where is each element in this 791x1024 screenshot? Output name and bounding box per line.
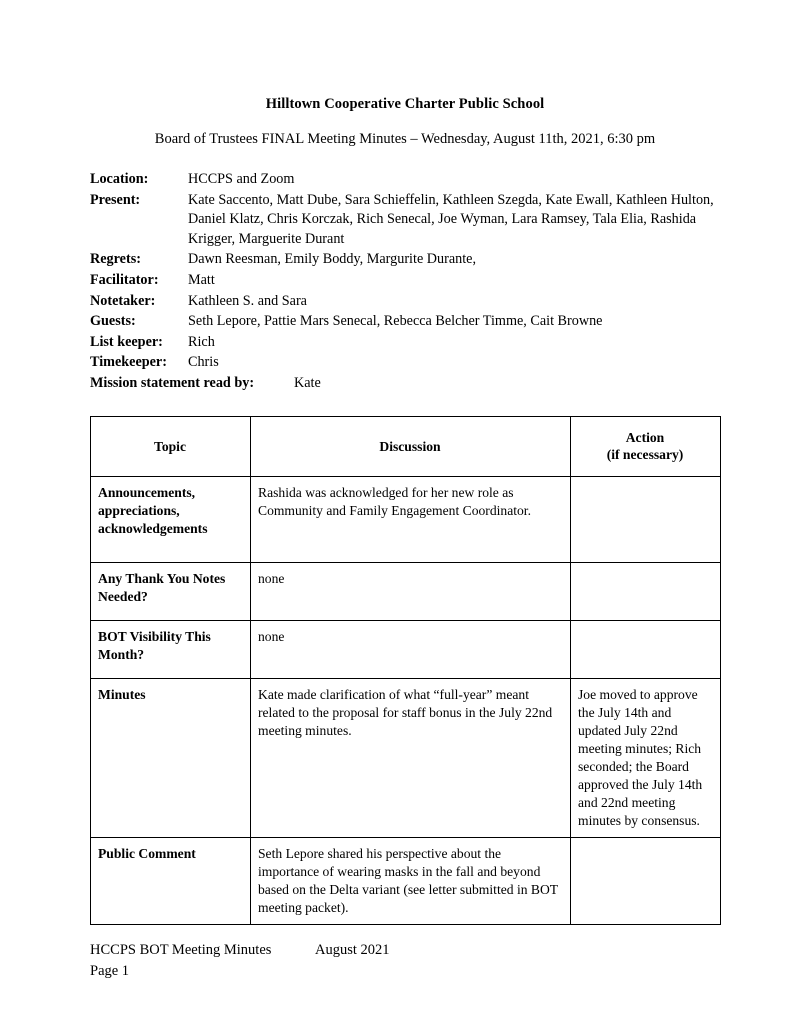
cell-discussion: Kate made clarification of what “full-year” meant related to the proposal for staff bonus in the July 22nd meeting minutes.	[251, 679, 571, 838]
cell-topic: Announcements, appreciations, acknowledgements	[91, 477, 251, 563]
meta-value-facilitator: Matt	[188, 271, 215, 288]
column-header-action-line2: (if necessary)	[606, 447, 684, 463]
meta-row-mission-statement	[90, 374, 720, 394]
meta-label-mission-statement: Mission statement read by:	[90, 374, 255, 391]
meta-value-location: HCCPS and Zoom	[188, 171, 295, 187]
meta-value-mission-statement: Kate	[294, 374, 321, 391]
meta-label-regrets: Regrets:	[90, 251, 141, 268]
page-title: Hilltown Cooperative Charter Public School	[265, 96, 545, 112]
meeting-metadata	[90, 170, 720, 394]
table-row	[91, 477, 721, 563]
cell-topic: Minutes	[91, 679, 251, 838]
meta-row-facilitator	[90, 271, 720, 291]
footer-page-number: Page 1	[90, 963, 130, 980]
page-footer	[90, 940, 730, 982]
meta-label-guests: Guests:	[90, 313, 136, 330]
table-row	[91, 621, 721, 679]
meta-row-guests	[90, 312, 720, 332]
meta-row-timekeeper	[90, 353, 720, 373]
meta-value-timekeeper: Chris	[188, 354, 219, 371]
meta-value-present: Kate Saccento, Matt Dube, Sara Schieffelin, Kathleen Szegda, Kate Ewall, Kathleen Hulton, Daniel Klatz, Chris Korczak, Rich Senecal, Joe Wyman, Lara Ramsey, Tala Elia, Rashida Krigger, Marguerite Durant	[188, 191, 714, 247]
cell-action	[571, 563, 721, 621]
cell-discussion: none	[251, 621, 571, 679]
meta-row-regrets	[90, 250, 720, 270]
cell-topic: Public Comment	[91, 837, 251, 924]
meta-label-facilitator: Facilitator:	[90, 271, 159, 288]
meta-value-regrets: Dawn Reesman, Emily Boddy, Margurite Durante,	[188, 251, 477, 268]
column-header-action-line1: Action	[625, 429, 665, 445]
meta-value-list-keeper: Rich	[188, 333, 215, 350]
document-subtitle: Board of Trustees FINAL Meeting Minutes – Wednesday, August 11th, 2021, 6:30 pm	[154, 131, 656, 147]
cell-action	[571, 621, 721, 679]
minutes-table	[90, 416, 721, 925]
cell-action	[571, 477, 721, 563]
cell-action	[571, 837, 721, 924]
footer-date: August 2021	[315, 942, 390, 958]
meta-label-list-keeper: List keeper:	[90, 333, 163, 350]
table-row	[91, 679, 721, 838]
meta-row-location	[90, 170, 720, 190]
footer-line	[90, 940, 730, 961]
column-header-topic: Topic	[91, 416, 251, 477]
footer-document-name: HCCPS BOT Meeting Minutes	[90, 942, 272, 958]
table-row	[91, 563, 721, 621]
cell-topic: Any Thank You Notes Needed?	[91, 563, 251, 621]
document-content	[90, 96, 720, 925]
column-header-action	[571, 416, 721, 477]
meta-label-location: Location:	[90, 171, 149, 187]
cell-discussion: Rashida was acknowledged for her new role as Community and Family Engagement Coordinator.	[251, 477, 571, 563]
table-row	[91, 837, 721, 924]
meta-row-list-keeper	[90, 333, 720, 353]
meta-label-present: Present:	[90, 191, 141, 208]
cell-action: Joe moved to approve the July 14th and updated July 22nd meeting minutes; Rich seconded; the Board approved the July 14th and 22nd meeting minutes by consensus.	[571, 679, 721, 838]
meta-value-notetaker: Kathleen S. and Sara	[188, 292, 307, 309]
table-header-row	[91, 416, 721, 477]
column-header-discussion: Discussion	[251, 416, 571, 477]
cell-discussion: Seth Lepore shared his perspective about the importance of wearing masks in the fall and beyond based on the Delta variant (see letter submitted in BOT meeting packet).	[251, 837, 571, 924]
cell-topic: BOT Visibility This Month?	[91, 621, 251, 679]
cell-discussion: none	[251, 563, 571, 621]
meta-value-guests: Seth Lepore, Pattie Mars Senecal, Rebecca Belcher Timme, Cait Browne	[188, 313, 603, 330]
meta-row-present	[90, 191, 720, 250]
meta-row-notetaker	[90, 292, 720, 312]
meta-label-timekeeper: Timekeeper:	[90, 354, 167, 371]
meta-label-notetaker: Notetaker:	[90, 292, 156, 309]
